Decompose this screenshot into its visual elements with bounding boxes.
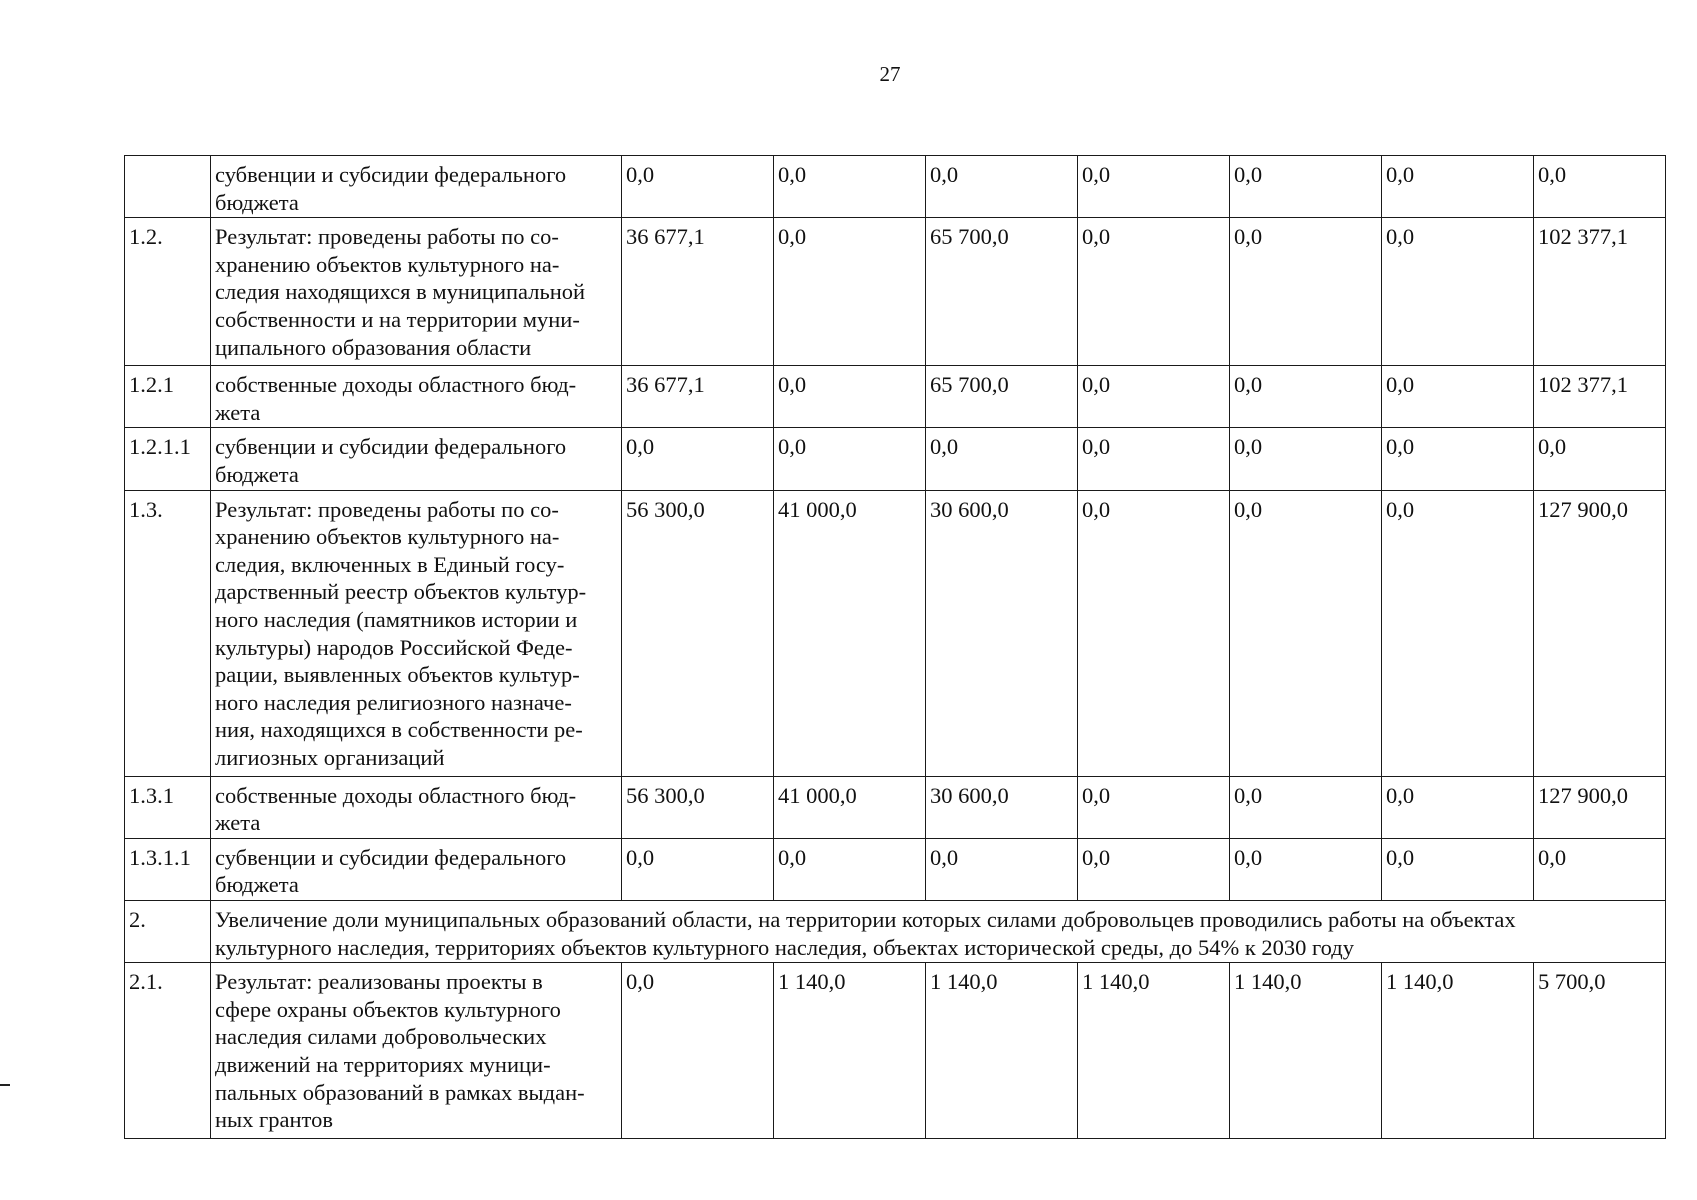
- value-cell: 0,0: [1078, 218, 1230, 366]
- row-description: собственные доходы областного бюд- жета: [211, 776, 622, 838]
- value-cell: 56 300,0: [622, 776, 774, 838]
- value-cell: 0,0: [1382, 490, 1534, 776]
- total-cell: 102 377,1: [1534, 366, 1666, 428]
- total-cell: 0,0: [1534, 156, 1666, 218]
- value-cell: 0,0: [622, 428, 774, 490]
- value-cell: 0,0: [1078, 428, 1230, 490]
- value-cell: 0,0: [1230, 838, 1382, 900]
- value-cell: 0,0: [774, 366, 926, 428]
- row-description: Результат: проведены работы по со- хранению объектов культурного на- следия, включенных в Единый госу- дарственный реестр объектов культур- ного наследия (памятников истории и культуры) народов Российской Феде- рации, выявленных объектов культур- ного наследия религиозного назначе- ния, находящихся в собственности ре- лигиозных организаций: [211, 490, 622, 776]
- value-cell: 1 140,0: [1382, 963, 1534, 1139]
- value-cell: 0,0: [1382, 428, 1534, 490]
- value-cell: 0,0: [774, 838, 926, 900]
- row-number: 2.1.: [125, 963, 211, 1139]
- row-description: субвенции и субсидии федерального бюджета: [211, 156, 622, 218]
- value-cell: 41 000,0: [774, 490, 926, 776]
- value-cell: 0,0: [1230, 156, 1382, 218]
- value-cell: 0,0: [1230, 776, 1382, 838]
- total-cell: 0,0: [1534, 428, 1666, 490]
- row-description: субвенции и субсидии федерального бюджета: [211, 838, 622, 900]
- value-cell: 0,0: [1382, 838, 1534, 900]
- value-cell: 0,0: [1230, 218, 1382, 366]
- value-cell: 30 600,0: [926, 776, 1078, 838]
- row-number: 1.3.: [125, 490, 211, 776]
- row-number: 1.3.1: [125, 776, 211, 838]
- page-number: 27: [879, 62, 901, 86]
- row-number: [125, 156, 211, 218]
- value-cell: 65 700,0: [926, 366, 1078, 428]
- total-cell: 0,0: [1534, 838, 1666, 900]
- value-cell: 0,0: [774, 428, 926, 490]
- table-row: [125, 838, 1666, 900]
- value-cell: 0,0: [1230, 428, 1382, 490]
- value-cell: 36 677,1: [622, 218, 774, 366]
- value-cell: 0,0: [774, 218, 926, 366]
- total-cell: 102 377,1: [1534, 218, 1666, 366]
- value-cell: 0,0: [774, 156, 926, 218]
- value-cell: 1 140,0: [1230, 963, 1382, 1139]
- section-title: Увеличение доли муниципальных образований области, на территории которых силами добровольцев проводились работы на объектах культурного наследия, территориях объектов культурного наследия, объектах исторической среды, до 54% к 2030 году: [211, 900, 1666, 962]
- total-cell: 5 700,0: [1534, 963, 1666, 1139]
- row-number: 1.2.: [125, 218, 211, 366]
- row-description: Результат: проведены работы по со- хранению объектов культурного на- следия находящихся в муниципальной собственности и на территории муни- ципального образования области: [211, 218, 622, 366]
- value-cell: 56 300,0: [622, 490, 774, 776]
- value-cell: 0,0: [926, 428, 1078, 490]
- value-cell: 0,0: [926, 156, 1078, 218]
- value-cell: 1 140,0: [926, 963, 1078, 1139]
- value-cell: 0,0: [1078, 366, 1230, 428]
- value-cell: 0,0: [1078, 838, 1230, 900]
- row-description: собственные доходы областного бюд- жета: [211, 366, 622, 428]
- value-cell: 0,0: [622, 838, 774, 900]
- section-number: 2.: [125, 900, 211, 962]
- value-cell: 0,0: [1230, 366, 1382, 428]
- table-row: [125, 776, 1666, 838]
- value-cell: 0,0: [1078, 776, 1230, 838]
- table-row: [125, 963, 1666, 1139]
- margin-mark: [0, 1084, 10, 1086]
- value-cell: 0,0: [1382, 366, 1534, 428]
- value-cell: 0,0: [1382, 218, 1534, 366]
- row-description: Результат: реализованы проекты в сфере охраны объектов культурного наследия силами добровольческих движений на территориях муници- пальных образований в рамках выдан- ных грантов: [211, 963, 622, 1139]
- value-cell: 36 677,1: [622, 366, 774, 428]
- table-row: [125, 428, 1666, 490]
- value-cell: 0,0: [1230, 490, 1382, 776]
- total-cell: 127 900,0: [1534, 776, 1666, 838]
- value-cell: 65 700,0: [926, 218, 1078, 366]
- value-cell: 41 000,0: [774, 776, 926, 838]
- total-cell: 127 900,0: [1534, 490, 1666, 776]
- table-row: [125, 490, 1666, 776]
- value-cell: 1 140,0: [1078, 963, 1230, 1139]
- value-cell: 30 600,0: [926, 490, 1078, 776]
- row-number: 1.3.1.1: [125, 838, 211, 900]
- value-cell: 0,0: [622, 156, 774, 218]
- value-cell: 0,0: [1382, 776, 1534, 838]
- row-number: 1.2.1.1: [125, 428, 211, 490]
- value-cell: 0,0: [1078, 490, 1230, 776]
- row-number: 1.2.1: [125, 366, 211, 428]
- row-description: субвенции и субсидии федерального бюджета: [211, 428, 622, 490]
- value-cell: 0,0: [622, 963, 774, 1139]
- value-cell: 0,0: [1078, 156, 1230, 218]
- budget-table: [124, 155, 1666, 1139]
- value-cell: 1 140,0: [774, 963, 926, 1139]
- section-row: [125, 900, 1666, 962]
- value-cell: 0,0: [1382, 156, 1534, 218]
- table-row: [125, 218, 1666, 366]
- table-row: [125, 156, 1666, 218]
- value-cell: 0,0: [926, 838, 1078, 900]
- table-row: [125, 366, 1666, 428]
